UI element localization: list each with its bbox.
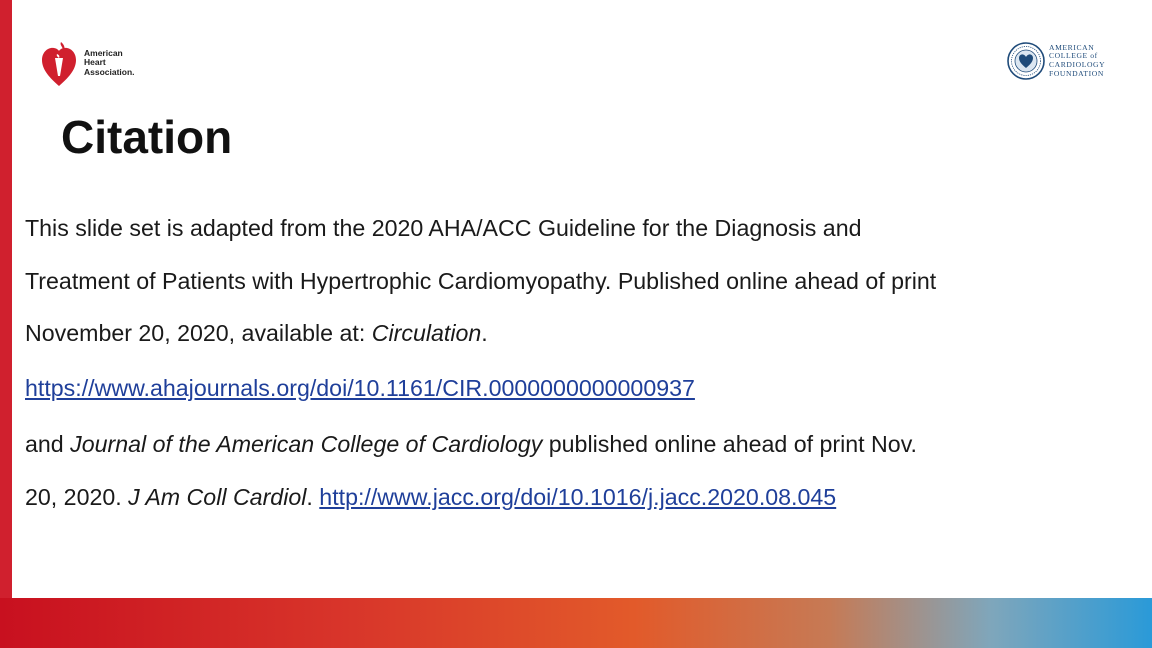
citation-line-3-text: November 20, 2020, available at: <box>25 320 372 346</box>
citation-line-3 <box>25 307 1140 360</box>
acc-logo-line: COLLEGE of <box>1049 51 1098 61</box>
citation-text: and <box>25 431 71 457</box>
acc-logo-line: AMERICAN <box>1049 42 1095 52</box>
aha-logo-line: Heart <box>84 57 106 68</box>
journal-abbrev-jacc: J Am Coll Cardiol <box>128 483 307 510</box>
acc-logo <box>1007 40 1119 82</box>
aha-logo-line: Association. <box>84 66 135 77</box>
punctuation: . <box>481 320 488 346</box>
citation-text: published online ahead of print Nov. <box>542 431 918 457</box>
circulation-doi-link[interactable]: https://www.ahajournals.org/doi/10.1161/CIR.0000000000000937 <box>25 374 695 401</box>
acc-logo-line: FOUNDATION <box>1049 68 1104 78</box>
citation-text: 20, 2020. <box>25 483 129 510</box>
acc-seal-icon <box>1007 42 1045 80</box>
slide-title: Citation <box>61 111 233 163</box>
citation-body <box>25 202 1140 523</box>
citation-line-5 <box>25 418 1140 471</box>
acc-logo-line: CARDIOLOGY <box>1049 60 1106 69</box>
citation-line-6 <box>25 471 1140 524</box>
citation-line-1: This slide set is adapted from the 2020 AHA/ACC Guideline for the Diagnosis and <box>25 215 862 241</box>
jacc-doi-link[interactable]: http://www.jacc.org/doi/10.1016/j.jacc.2020.08.045 <box>319 483 837 510</box>
aha-logo <box>40 36 150 90</box>
aha-logo-line: American <box>84 47 123 58</box>
left-accent-bar <box>0 0 12 600</box>
journal-name-jacc: Journal of the American College of Cardiology <box>70 431 543 457</box>
citation-line-2: Treatment of Patients with Hypertrophic Cardiomyopathy. Published online ahead of print <box>25 267 937 294</box>
heart-torch-icon <box>40 38 78 88</box>
journal-name-circulation: Circulation <box>371 320 482 346</box>
punctuation: . <box>306 483 320 510</box>
bottom-gradient-band <box>0 598 1152 648</box>
